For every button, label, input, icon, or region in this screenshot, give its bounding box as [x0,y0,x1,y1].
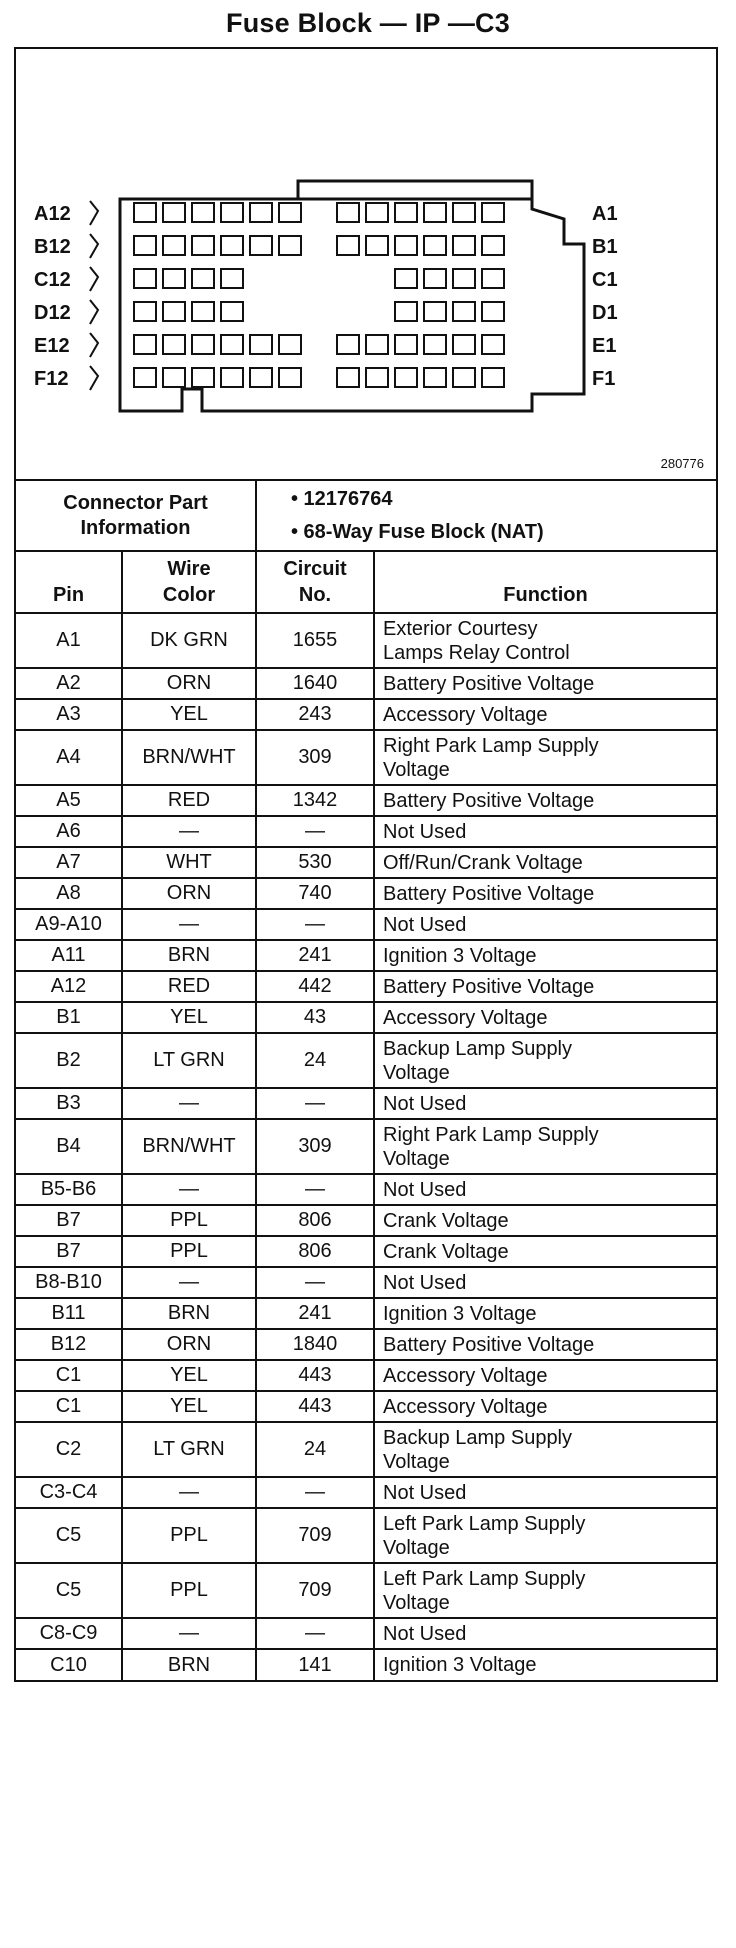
function-line: Not Used [383,820,467,843]
pin-cell: A12 [16,971,122,1002]
pin-cell: C2 [16,1422,122,1477]
fuse-cavity [395,335,417,354]
connector-info-row [16,481,716,551]
table-row [16,1360,716,1391]
fuse-cavity [453,335,475,354]
fuse-cavity [337,203,359,222]
wire-color-cell: YEL [122,699,256,730]
table-row [16,909,716,940]
row-label-right: B1 [592,236,618,258]
fuse-cavity [192,236,214,255]
function-line: Not Used [383,1178,467,1201]
function-cell [374,1649,716,1680]
circuit-cell: 309 [256,730,374,785]
circuit-cell: 806 [256,1205,374,1236]
page-title: Fuse Block — IP —C3 [226,8,510,38]
function-line: Accessory Voltage [383,1006,548,1029]
fuse-cavity [221,269,243,288]
function-line: Voltage [383,1147,450,1170]
fuse-cavity [192,269,214,288]
function-cell [374,1563,716,1618]
pin-cell: A6 [16,816,122,847]
part-number: • 12176764 [291,487,393,510]
fuse-cavity [279,335,301,354]
wire-color-cell: RED [122,971,256,1002]
table-row [16,816,716,847]
function-line: Not Used [383,913,467,936]
fuse-cavity [453,203,475,222]
function-cell [374,971,716,1002]
fuse-cavity [163,335,185,354]
table-row [16,1391,716,1422]
function-line: Accessory Voltage [383,1395,548,1418]
pin-cell: A2 [16,668,122,699]
circuit-cell: 806 [256,1236,374,1267]
table-row [16,1174,716,1205]
connector-table [16,481,716,1680]
table-row [16,878,716,909]
circuit-cell: 443 [256,1391,374,1422]
row-label-right: F1 [592,368,616,390]
wire-color-cell: — [122,909,256,940]
fuse-cavity [134,335,156,354]
function-line: Voltage [383,1061,450,1084]
fuse-cavity [482,335,504,354]
fuse-cavity [163,269,185,288]
fuse-cavity [134,302,156,321]
wire-color-cell: PPL [122,1508,256,1563]
function-line: Voltage [383,1591,450,1614]
function-cell [374,878,716,909]
table-row [16,847,716,878]
fuse-cavity [134,236,156,255]
fuse-cavity [221,203,243,222]
fuse-cavity [192,203,214,222]
fuse-cavity [453,236,475,255]
bracket-left [90,300,98,324]
function-line: Battery Positive Voltage [383,882,595,905]
function-line: Left Park Lamp Supply [383,1567,586,1590]
function-line: Ignition 3 Voltage [383,944,537,967]
circuit-cell: 24 [256,1033,374,1088]
function-cell [374,785,716,816]
table-row [16,1477,716,1508]
table-row [16,1649,716,1680]
row-label-right: C1 [592,269,618,291]
bracket-left [90,234,98,258]
wire-color-cell: BRN [122,940,256,971]
function-line: Battery Positive Voltage [383,1333,595,1356]
fuse-cavity [482,269,504,288]
function-cell [374,1618,716,1649]
function-cell [374,668,716,699]
function-cell [374,909,716,940]
fuse-cavity [163,368,185,387]
fuse-cavity [453,302,475,321]
function-cell [374,1174,716,1205]
wire-color-cell: — [122,1477,256,1508]
circuit-cell: — [256,1088,374,1119]
fuse-cavity [366,335,388,354]
fuse-cavity [221,236,243,255]
fuse-cavity [221,302,243,321]
table-row [16,1002,716,1033]
connector-diagram [16,49,716,481]
row-label-left: B12 [34,236,71,258]
wire-color-cell: BRN/WHT [122,1119,256,1174]
function-line: Off/Run/Crank Voltage [383,851,583,874]
pin-cell: B8-B10 [16,1267,122,1298]
function-line: Voltage [383,758,450,781]
table-row [16,940,716,971]
function-line: Battery Positive Voltage [383,672,595,695]
circuit-cell: — [256,909,374,940]
function-line: Not Used [383,1622,467,1645]
row-label-right: D1 [592,302,618,324]
table-row [16,971,716,1002]
function-line: Right Park Lamp Supply [383,734,599,757]
fuse-cavity [192,368,214,387]
wire-color-cell: BRN [122,1298,256,1329]
function-line: Accessory Voltage [383,703,548,726]
table-row [16,1033,716,1088]
pin-cell: B3 [16,1088,122,1119]
function-line: Battery Positive Voltage [383,975,595,998]
row-label-right: E1 [592,335,617,357]
wire-color-cell: PPL [122,1205,256,1236]
function-cell [374,1360,716,1391]
figure-number: 280776 [660,456,704,471]
pin-cell: B11 [16,1298,122,1329]
bracket-left [90,333,98,357]
fuse-cavity [424,302,446,321]
wire-color-cell: ORN [122,1329,256,1360]
row-label-left: D12 [34,302,71,324]
pin-cell: A5 [16,785,122,816]
function-cell [374,1119,716,1174]
function-cell [374,1391,716,1422]
fuse-cavity [221,368,243,387]
function-line: Accessory Voltage [383,1364,548,1387]
fuse-cavity [395,368,417,387]
function-line: Crank Voltage [383,1240,509,1263]
wire-color-cell: PPL [122,1563,256,1618]
pin-cell: A3 [16,699,122,730]
circuit-cell: — [256,1618,374,1649]
circuit-cell: 243 [256,699,374,730]
function-line: Voltage [383,1450,450,1473]
fuse-cavity [482,203,504,222]
fuse-cavity [250,335,272,354]
fuse-cavity [424,269,446,288]
pin-cell: A8 [16,878,122,909]
function-cell [374,1088,716,1119]
connector-sheet [14,47,718,1682]
function-cell [374,699,716,730]
fuse-cavity [163,302,185,321]
wire-color-cell: WHT [122,847,256,878]
circuit-cell: 141 [256,1649,374,1680]
row-label-left: C12 [34,269,71,291]
circuit-cell: 43 [256,1002,374,1033]
header-wire-color: Wire Color [122,551,256,613]
circuit-cell: 1840 [256,1329,374,1360]
column-headers [16,551,716,613]
function-cell [374,1477,716,1508]
function-cell [374,816,716,847]
function-cell [374,613,716,668]
fuse-cavity [192,335,214,354]
pin-cell: A4 [16,730,122,785]
function-line: Left Park Lamp Supply [383,1512,586,1535]
function-cell [374,847,716,878]
fuse-cavity [250,236,272,255]
fuse-cavity [424,203,446,222]
fuse-cavity [395,302,417,321]
circuit-cell: 530 [256,847,374,878]
circuit-cell: 442 [256,971,374,1002]
circuit-cell: 1655 [256,613,374,668]
fuse-cavity [250,368,272,387]
pin-cell: C8-C9 [16,1618,122,1649]
wire-color-cell: YEL [122,1391,256,1422]
wire-color-cell: — [122,816,256,847]
bracket-left [90,366,98,390]
circuit-cell: 241 [256,1298,374,1329]
row-label-left: F12 [34,368,69,390]
wire-color-cell: YEL [122,1002,256,1033]
wire-color-cell: — [122,1088,256,1119]
function-cell [374,1422,716,1477]
fuse-cavity [424,368,446,387]
pin-cell: B7 [16,1205,122,1236]
fuse-cavity [424,236,446,255]
wire-color-cell: RED [122,785,256,816]
pin-cell: B12 [16,1329,122,1360]
fuse-cavity [366,203,388,222]
pin-cell: C3-C4 [16,1477,122,1508]
table-row [16,1329,716,1360]
fuse-cavity [279,236,301,255]
fuse-cavity [395,236,417,255]
function-line: Crank Voltage [383,1209,509,1232]
function-line: Voltage [383,1536,450,1559]
table-row [16,1205,716,1236]
fuse-cavity [134,269,156,288]
function-cell [374,1298,716,1329]
wire-color-cell: LT GRN [122,1033,256,1088]
function-line: Battery Positive Voltage [383,789,595,812]
table-row [16,1088,716,1119]
row-label-right: A1 [592,203,618,225]
fuse-cavity [482,368,504,387]
pin-cell: B2 [16,1033,122,1088]
wire-color-cell: LT GRN [122,1422,256,1477]
function-line: Right Park Lamp Supply [383,1123,599,1146]
pin-cell: C5 [16,1508,122,1563]
fuse-cavity [163,236,185,255]
fuse-cavity [395,269,417,288]
circuit-cell: 1640 [256,668,374,699]
circuit-cell: 1342 [256,785,374,816]
connector-top-tab [298,181,532,199]
table-row [16,785,716,816]
pin-cell: A7 [16,847,122,878]
pin-cell: B4 [16,1119,122,1174]
table-row [16,1563,716,1618]
function-cell [374,730,716,785]
row-label-left: A12 [34,203,71,225]
pin-cell: B1 [16,1002,122,1033]
fuse-cavity [279,203,301,222]
table-row [16,1119,716,1174]
function-line: Not Used [383,1481,467,1504]
fuse-cavity [453,368,475,387]
circuit-cell: 709 [256,1563,374,1618]
pin-cell: C1 [16,1391,122,1422]
table-row [16,730,716,785]
function-cell [374,1002,716,1033]
fuse-cavity [424,335,446,354]
connector-part-label: Connector Part Information [16,481,256,551]
circuit-cell: 309 [256,1119,374,1174]
wire-color-cell: DK GRN [122,613,256,668]
bracket-left [90,267,98,291]
fuse-cavity [134,203,156,222]
function-cell [374,1508,716,1563]
pin-cell: C10 [16,1649,122,1680]
circuit-cell: — [256,816,374,847]
fuse-cavity [337,236,359,255]
header-pin: Pin [16,551,122,613]
circuit-cell: 740 [256,878,374,909]
fuse-cavity [250,203,272,222]
wire-color-cell: BRN/WHT [122,730,256,785]
pin-cell: B5-B6 [16,1174,122,1205]
function-cell [374,1267,716,1298]
header-circuit-no: Circuit No. [256,551,374,613]
function-line: Lamps Relay Control [383,641,570,664]
bracket-left [90,201,98,225]
function-line: Backup Lamp Supply [383,1037,573,1060]
pin-cell: C1 [16,1360,122,1391]
pin-cell: A1 [16,613,122,668]
connector-part-info [256,481,716,551]
wire-color-cell: YEL [122,1360,256,1391]
table-row [16,1508,716,1563]
function-cell [374,1033,716,1088]
circuit-cell: — [256,1267,374,1298]
connector-face-drawing [16,49,716,479]
table-row [16,1422,716,1477]
table-row [16,613,716,668]
fuse-cavity [366,236,388,255]
wire-color-cell: ORN [122,668,256,699]
pin-cell: A9-A10 [16,909,122,940]
wire-color-cell: ORN [122,878,256,909]
function-line: Not Used [383,1092,467,1115]
circuit-cell: 24 [256,1422,374,1477]
fuse-cavity [221,335,243,354]
wire-color-cell: PPL [122,1236,256,1267]
pin-cell: A11 [16,940,122,971]
circuit-cell: 709 [256,1508,374,1563]
function-line: Exterior Courtesy [383,617,538,640]
table-row [16,1298,716,1329]
function-cell [374,1205,716,1236]
table-row [16,699,716,730]
circuit-cell: — [256,1174,374,1205]
fuse-cavity [366,368,388,387]
fuse-cavity [192,302,214,321]
wire-color-cell: BRN [122,1649,256,1680]
function-line: Ignition 3 Voltage [383,1302,537,1325]
table-row [16,668,716,699]
fuse-cavity [134,368,156,387]
fuse-cavity [337,368,359,387]
wire-color-cell: — [122,1174,256,1205]
function-line: Ignition 3 Voltage [383,1654,537,1676]
fuse-cavity [395,203,417,222]
function-cell [374,1236,716,1267]
fuse-cavity [337,335,359,354]
pin-cell: C5 [16,1563,122,1618]
function-cell [374,1329,716,1360]
function-line: Backup Lamp Supply [383,1426,573,1449]
header-function: Function [374,551,716,613]
function-line: Not Used [383,1271,467,1294]
fuse-cavity [279,368,301,387]
pin-cell: B7 [16,1236,122,1267]
circuit-cell: 443 [256,1360,374,1391]
wire-color-cell: — [122,1267,256,1298]
fuse-cavity [482,236,504,255]
table-row [16,1267,716,1298]
table-row [16,1236,716,1267]
function-cell [374,940,716,971]
wire-color-cell: — [122,1618,256,1649]
circuit-cell: 241 [256,940,374,971]
fuse-cavity [482,302,504,321]
circuit-cell: — [256,1477,374,1508]
table-row [16,1618,716,1649]
row-label-left: E12 [34,335,70,357]
part-description: • 68-Way Fuse Block (NAT) [291,520,544,543]
fuse-cavity [453,269,475,288]
fuse-cavity [163,203,185,222]
